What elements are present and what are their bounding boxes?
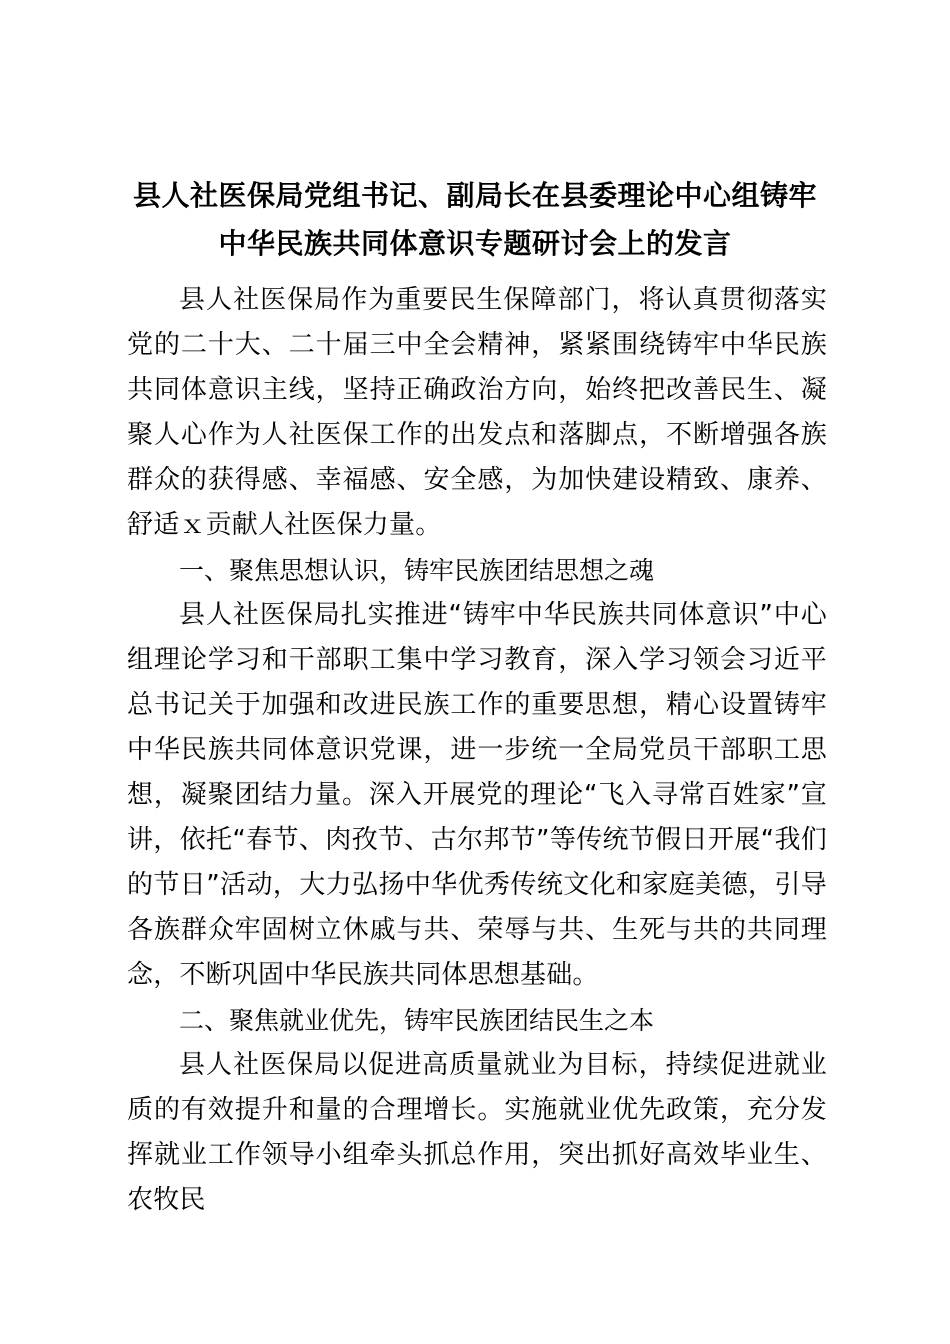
document-title-line-1: 县人社医保局党组书记、副局长在县委理论中心组铸牢 (132, 179, 817, 212)
intro-paragraph: 县人社医保局作为重要民生保障部门，将认真贯彻落实党的二十大、二十届三中全会精神，紧紧围绕铸牢中华民族共同体意识主线，坚持正确政治方向，始终把改善民生、凝聚人心作为人社医保工作的出发点和落脚点，不断增强各族群众的获得感、幸福感、安全感，为加快建设精致、康养、舒适ｘ贡献人社医保力量。 (127, 285, 827, 540)
document-body (127, 278, 827, 1223)
section-2-heading: 二、聚焦就业优先，铸牢民族团结民生之本 (179, 1006, 655, 1035)
document-title-line-2: 中华民族共同体意识专题研讨会上的发言 (218, 227, 732, 260)
section-1-paragraph: 县人社医保局扎实推进“铸牢中华民族共同体意识”中心组理论学习和干部职工集中学习教育，深入学习领会习近平总书记关于加强和改进民族工作的重要思想，精心设置铸牢中华民族共同体意识党课，进一步统一全局党员干部职工思想，凝聚团结力量。深入开展党的理论“飞入寻常百姓家”宣讲，依托“春节、肉孜节、古尔邦节”等传统节假日开展“我们的节日”活动，大力弘扬中华优秀传统文化和家庭美德，引导各族群众牢固树立休戚与共、荣辱与共、生死与共的共同理念，不断巩固中华民族共同体思想基础。 (127, 600, 827, 990)
section-2-paragraph: 县人社医保局以促进高质量就业为目标，持续促进就业质的有效提升和量的合理增长。实施就业优先政策，充分发挥就业工作领导小组牵头抓总作用，突出抓好高效毕业生、农牧民 (127, 1050, 827, 1215)
section-1-heading: 一、聚焦思想认识，铸牢民族团结思想之魂 (179, 556, 655, 585)
